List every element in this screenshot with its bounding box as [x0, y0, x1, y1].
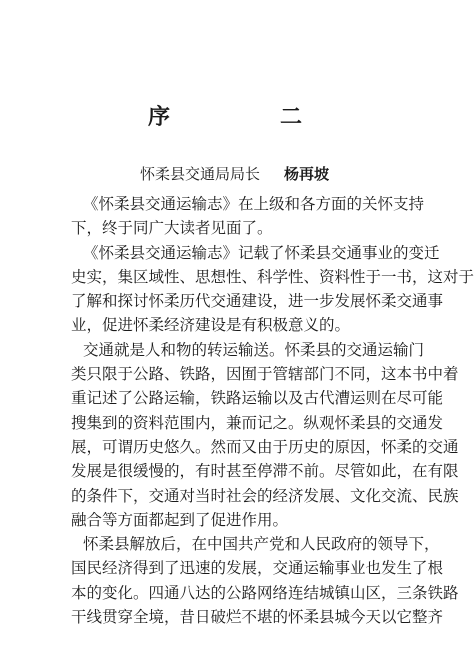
text-line: 的条件下，交通对当时社会的经济发展、文化交流、民族 — [71, 486, 459, 505]
text-line: 干线贯穿全境，昔日破烂不堪的怀柔县城今天以它整齐 — [71, 608, 444, 627]
author-name: 杨再坡 — [284, 165, 330, 183]
text-line: 本的变化。四通八达的公路网络连结城镇山区，三条铁路 — [71, 583, 459, 602]
text-line: 了解和探讨怀柔历代交通建设，进一步发展怀柔交通事 — [71, 292, 444, 311]
text-line: 搜集到的资料范围内，兼而记之。纵观怀柔县的交通发 — [71, 413, 444, 432]
text-line: 融合等方面都起到了促进作用。 — [71, 510, 289, 529]
text-line: 展，可谓历史悠久。然而又由于历史的原因，怀柔的交通 — [71, 437, 459, 456]
text-line: 交通就是人和物的转运输送。怀柔县的交通运输门 — [83, 340, 425, 359]
byline — [140, 163, 329, 184]
page-title: 序 二 — [147, 104, 346, 130]
text-line: 史实，集区域性、思想性、科学性、资料性于一书，这对于 — [71, 267, 474, 286]
text-line: 业，促进怀柔经济建设是有积极意义的。 — [71, 316, 351, 335]
author-position: 怀柔县交通局局长 — [140, 165, 261, 183]
paragraph-4 — [56, 532, 459, 629]
text-line: 《怀柔县交通运输志》记载了怀柔县交通事业的变迁 — [83, 243, 440, 262]
paragraph-3 — [56, 338, 459, 532]
text-line: 怀柔县解放后，在中国共产党和人民政府的领导下， — [83, 535, 440, 554]
text-line: 发展是很缓慢的，有时甚至停滞不前。尽管如此，在有限 — [71, 462, 459, 481]
body-text — [56, 192, 474, 629]
text-line: 重记述了公路运输，铁路运输以及古代漕运则在尽可能 — [71, 389, 444, 408]
text-line: 国民经济得到了迅速的发展，交通运输事业也发生了根 — [71, 559, 444, 578]
paragraph-1 — [56, 192, 430, 241]
text-line: 《怀柔县交通运输志》在上级和各方面的关怀支持 — [83, 195, 425, 213]
text-line: 类只限于公路、铁路，因囿于管辖部门不同，这本书中着 — [71, 365, 459, 384]
paragraph-2 — [56, 241, 474, 338]
text-line: 下，终于同广大读者见面了。 — [71, 219, 273, 238]
